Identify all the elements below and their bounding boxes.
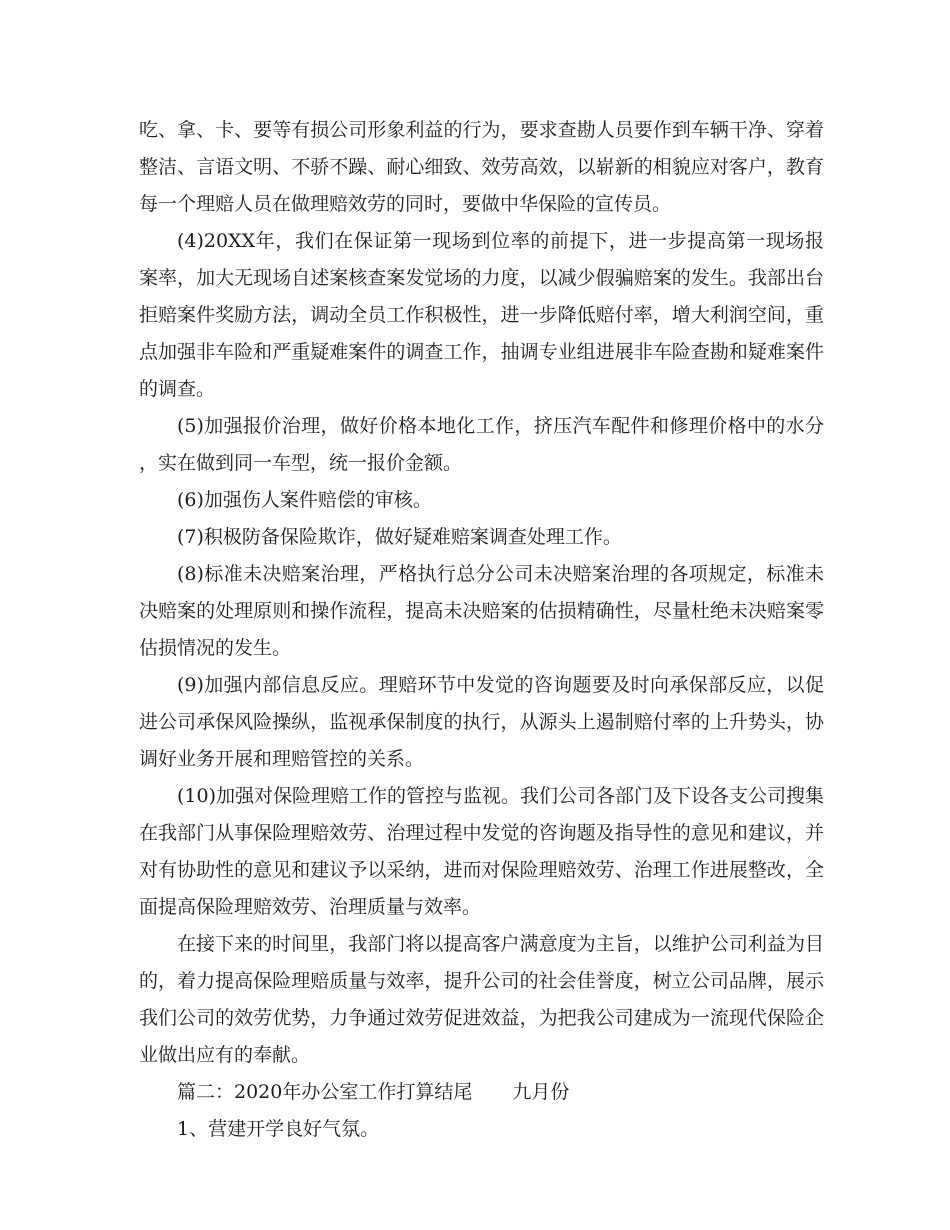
section-heading-month: 九月份	[512, 1081, 570, 1103]
paragraph-conclusion: 在接下来的时间里，我部门将以提高客户满意度为主旨，以维护公司利益为目的，着力提高保险理赔质量与效率，提升公司的社会佳誉度，树立公司品牌，展示我们公司的效劳优势，力争通过效劳促进效益，为把我公司建成为一流现代保险企业做出应有的奉献。	[139, 933, 824, 1066]
list-item: 1、营建开学良好气氛。	[177, 1118, 380, 1140]
paragraph-item-4: (4)20XX年，我们在保证第一现场到位率的前提下，进一步提高第一现场报案率，加大无现场自述案核查案发觉场的力度，以减少假骗赔案的发生。我部出台拒赔案件奖励方法，调动全员工作积极性，进一步降低赔付率，增大利润空间，重点加强非车险和严重疑难案件的调查工作，抽调专业组进展非车险查勘和疑难案件的调查。	[139, 230, 824, 400]
paragraph-item-8: (8)标准未决赔案治理，严格执行总分公司未决赔案治理的各项规定，标准未决赔案的处理原则和操作流程，提高未决赔案的估损精确性，尽量杜绝未决赔案零估损情况的发生。	[139, 563, 824, 659]
paragraph-item-7: (7)积极防备保险欺诈，做好疑难赔案调查处理工作。	[177, 526, 622, 548]
paragraph-item-6: (6)加强伤人案件赔偿的审核。	[177, 489, 432, 511]
document-body	[139, 112, 824, 1148]
section-heading-title: 篇二：2020年办公室工作打算结尾	[177, 1081, 473, 1103]
paragraph-item-10: (10)加强对保险理赔工作的管控与监视。我们公司各部门及下设各支公司搜集在我部门从事保险理赔效劳、治理过程中发觉的咨询题及指导性的意见和建议，并对有协助性的意见和建议予以采纳，进而对保险理赔效劳、治理工作进展整改，全面提高保险理赔效劳、治理质量与效率。	[139, 785, 825, 918]
section-heading	[139, 1074, 824, 1111]
paragraph-item-9: (9)加强内部信息反应。理赔环节中发觉的咨询题要及时向承保部反应，以促进公司承保风险操纵，监视承保制度的执行，从源头上遏制赔付率的上升势头，协调好业务开展和理赔管控的关系。	[139, 674, 824, 770]
paragraph-item-5: (5)加强报价治理，做好价格本地化工作，挤压汽车配件和修理价格中的水分，实在做到同一车型，统一报价金额。	[139, 415, 824, 474]
paragraph-continued: 吃、拿、卡、要等有损公司形象利益的行为，要求查勘人员要作到车辆干净、穿着整洁、言语文明、不骄不躁、耐心细致、效劳高效，以崭新的相貌应对客户，教育每一个理赔人员在做理赔效劳的同时，要做中华保险的宣传员。	[139, 119, 824, 215]
